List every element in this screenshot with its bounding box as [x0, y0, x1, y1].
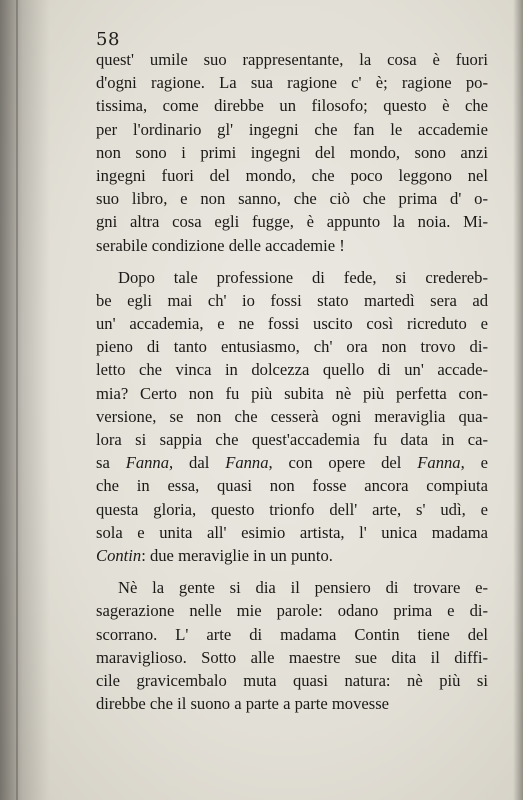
text-line: suo libro, e non sanno, che ciò che prima d' o- [96, 189, 488, 209]
text-line: maraviglioso. Sotto alle maestre sue dita il diffi- [96, 647, 488, 667]
text-line: direbbe che il suono a parte a parte movesse [96, 694, 390, 714]
text-line: sagerazione nelle mie parole: odano prima e di- [96, 601, 488, 621]
text-line: lora si sappia che quest'accademia fu data in ca- [96, 430, 488, 449]
page-number: 58 [96, 29, 120, 50]
text-line: cile gravicembalo muta quasi natura: nè più si [96, 670, 488, 690]
text-line: un' accademia, e ne fossi uscito così ricreduto e [96, 314, 488, 334]
text-line: tissima, come direbbe un filosofo; questo è che [96, 96, 488, 116]
text-line: Nè la gente si dia il pensiero di trovare e- [118, 578, 488, 598]
paragraph-gap [96, 567, 488, 576]
text-line: Contin: due meraviglie in un punto. [96, 545, 333, 565]
text-line: quest' umile suo rappresentante, la cosa è fuori [96, 50, 488, 69]
paragraph [96, 48, 488, 257]
text-line: non sono i primi ingegni del mondo, sono anzi [96, 142, 488, 162]
text-line: mia? Certo non fu più subita nè più perfetta con- [96, 383, 488, 403]
paragraph-gap [96, 257, 488, 266]
gutter-shadow [0, 0, 50, 800]
text-line: serabile condizione delle accademie ! [96, 235, 345, 255]
text-line: letto che vinca in dolcezza quello di un' accade- [96, 360, 488, 380]
text-line: questa gloria, questo trionfo dell' arte, s' udì, e [96, 499, 488, 519]
text-line: Dopo tale professione di fede, si credereb- [118, 267, 488, 287]
binding-edge [16, 0, 18, 800]
text-line: pieno di tanto entusiasmo, ch' ora non trovo di- [96, 337, 488, 357]
paragraph [96, 576, 488, 715]
text-line: d'ogni ragione. La sua ragione c' è; ragione po- [96, 73, 488, 93]
text-line: per l'ordinario gl' ingegni che fan le accademie [96, 119, 488, 139]
text-line: be egli mai ch' io fossi stato martedì sera ad [96, 290, 488, 310]
text-line: che in essa, quasi non fosse ancora compiuta [96, 476, 488, 496]
paragraph [96, 266, 488, 567]
text-line: ingegni fuori del mondo, che poco leggono nel [96, 165, 488, 185]
text-line: gni altra cosa egli fugge, è appunto la noia. Mi- [96, 212, 488, 232]
text-line: sola e unita all' esimio artista, l' unica madama [96, 522, 488, 542]
text-line: sa Fanna, dal Fanna, con opere del Fanna, e [96, 453, 488, 473]
text-line: versione, se non che cesserà ogni meraviglia qua- [96, 406, 488, 426]
body-text [96, 48, 488, 715]
text-line: scorrano. L' arte di madama Contin tiene del [96, 624, 488, 644]
page-edge-shadow [513, 0, 523, 800]
